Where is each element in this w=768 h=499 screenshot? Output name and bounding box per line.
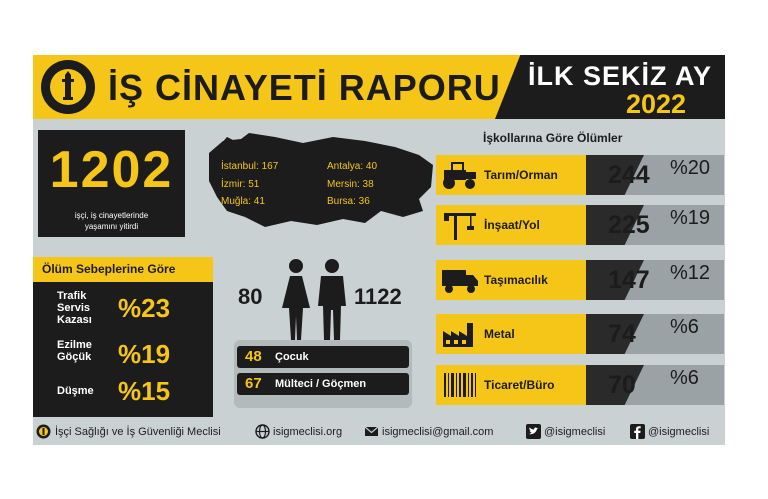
woman-icon [281,258,311,340]
sector-pct: %6 [670,367,699,389]
causes-panel [33,282,213,417]
men-count: 1122 [354,284,402,309]
sector-value: 244 [608,161,650,189]
sector-value: 225 [608,211,650,239]
sector-row-transport [436,260,724,300]
sector-pct: %12 [670,262,711,284]
org-logo-icon [41,60,95,114]
city-mugla: Muğla: 41 [221,196,265,207]
cause-label-crush: Ezilme Göçük [57,339,92,363]
sector-label: Taşımacılık [484,273,548,287]
sector-pct: %20 [670,157,711,179]
footer-website-link[interactable]: isigmeclisi.org [273,426,343,438]
women-count: 80 [238,284,263,309]
footer-facebook-link[interactable]: @isigmeclisi [648,426,710,438]
refugee-count: 67 [245,375,262,392]
footer-email-link[interactable]: isigmeclisi@gmail.com [382,426,494,438]
total-deaths-caption: işçi, iş cinayetlerinde yaşamını yitirdi [74,211,149,231]
cause-pct-crush: %19 [118,339,171,369]
total-deaths-value: 1202 [49,141,174,199]
sector-pct: %6 [670,316,699,338]
factory-icon [440,319,480,349]
sector-row-agriculture [436,155,724,195]
crane-icon [440,210,480,240]
city-mersin: Mersin: 38 [327,179,374,190]
globe-icon [255,424,270,439]
refugee-label: Mülteci / Göçmen [275,378,367,390]
sector-label: İnşaat/Yol [484,218,540,232]
mail-icon [364,424,379,439]
truck-icon [440,265,480,295]
sector-row-construction [436,205,724,245]
sector-label: Metal [484,327,515,341]
barcode-icon [440,370,480,400]
sector-label: Ticaret/Büro [484,378,555,392]
sectors-title: İşkollarına Göre Ölümler [483,131,623,145]
cause-label-fall: Düşme [57,385,94,397]
footer-contacts [33,423,725,443]
sector-label: Tarım/Orman [484,168,558,182]
man-icon [316,258,348,340]
period-label: İLK SEKİZ AY [528,61,713,91]
city-antalya: Antalya: 40 [327,161,378,172]
report-title: İŞ CİNAYETİ RAPORU [108,67,501,108]
infographic-poster [33,55,725,445]
period-year: 2022 [626,89,687,119]
causes-title: Ölüm Sebeplerine Göre [42,262,176,276]
tractor-icon [440,160,480,190]
city-istanbul: İstanbul: 167 [221,161,279,172]
sector-pct: %19 [670,207,711,229]
sector-value: 147 [608,266,650,294]
org-logo-icon [36,424,51,439]
causes-header [33,257,213,282]
refugee-stat [237,373,409,395]
sector-value: 74 [608,320,636,348]
facebook-icon [630,424,645,439]
cause-pct-fall: %15 [118,376,171,406]
city-bursa: Bursa: 36 [327,196,370,207]
footer-org-name: İşçi Sağlığı ve İş Güvenliği Meclisi [55,426,221,438]
children-count: 48 [245,348,262,365]
tower-icon [50,69,86,105]
sector-value: 70 [608,371,636,399]
sector-row-commerce [436,365,724,405]
city-izmir: İzmir: 51 [221,179,260,190]
footer-twitter-link[interactable]: @isigmeclisi [544,426,606,438]
cause-label-traffic: Trafik Servis Kazası [57,290,92,326]
sector-row-metal [436,314,724,354]
children-stat [237,346,409,368]
cause-pct-traffic: %23 [118,293,171,323]
children-label: Çocuk [275,351,309,363]
twitter-icon [526,424,541,439]
total-deaths-panel [38,130,185,237]
